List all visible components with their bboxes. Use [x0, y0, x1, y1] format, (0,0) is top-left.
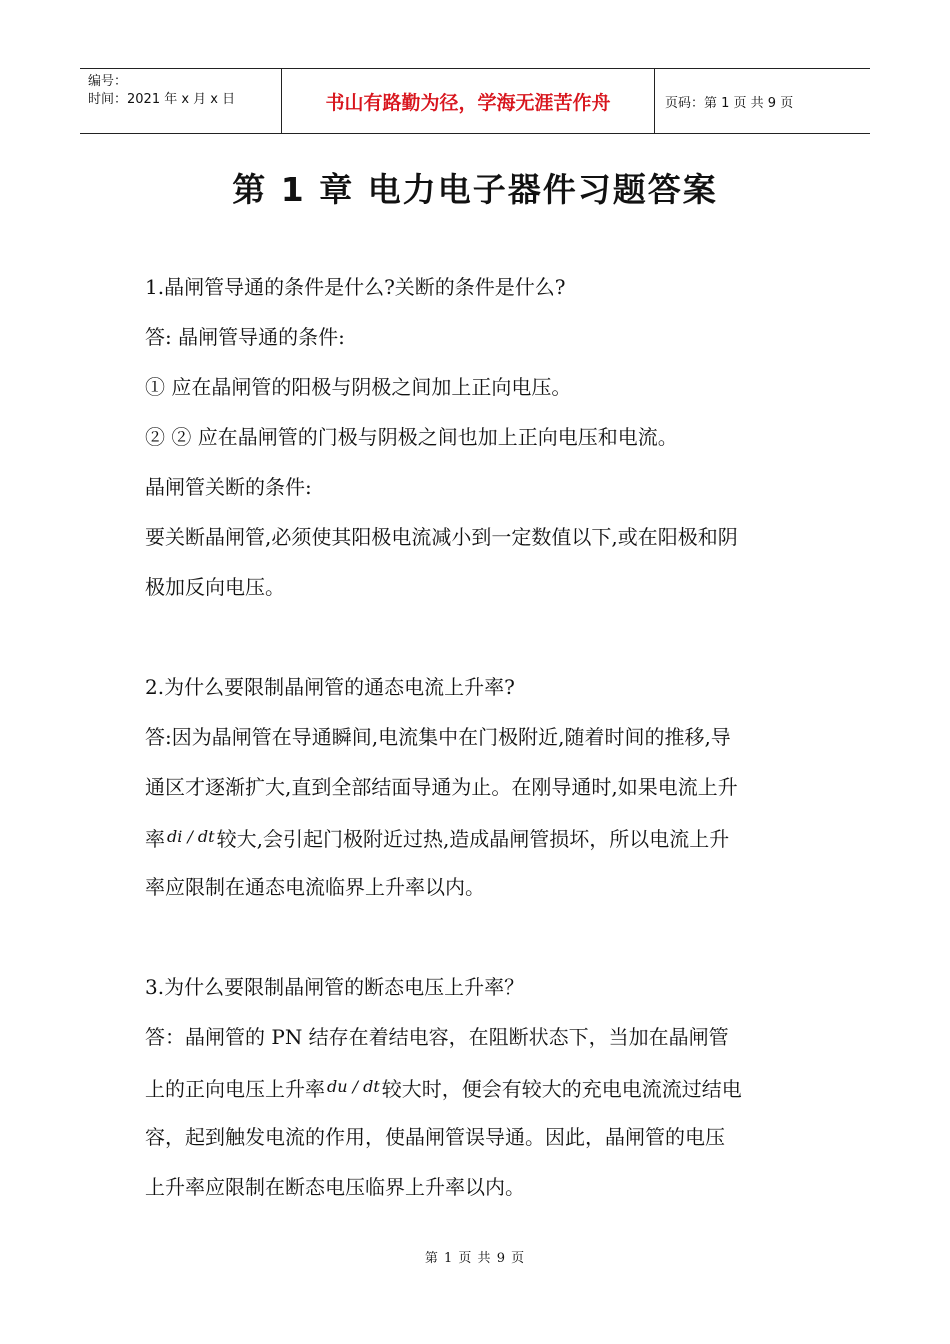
answer-2-line-3-post: 较大,会引起门极附近过热,造成晶闸管损坏，所以电流上升 — [216, 827, 730, 851]
answer-1-line-1: 答: 晶闸管导通的条件: — [145, 325, 345, 349]
header-page-info: 页码：第 1 页 共 9 页 — [665, 95, 794, 111]
answer-2-line-2: 通区才逐渐扩大,直到全部结面导通为止。在刚导通时,如果电流上升 — [145, 775, 738, 799]
document-time-label: 时间：2021 年 x 月 x 日 — [88, 92, 236, 107]
answer-2-line-3-pre: 率 — [145, 827, 165, 851]
answer-2-line-1: 答:因为晶闸管在导通瞬间,电流集中在门极附近,随着时间的推移,导 — [145, 725, 731, 749]
page-header — [80, 68, 870, 134]
page-footer: 第 1 页 共 9 页 — [424, 1251, 526, 1266]
answer-3-line-4: 上升率应限制在断态电压临界上升率以内。 — [145, 1175, 525, 1199]
answer-1-line-5: 要关断晶闸管,必须使其阳极电流减小到一定数值以下,或在阳极和阴 — [145, 525, 738, 549]
chapter-title: 第 1 章 电力电子器件习题答案 — [232, 170, 718, 209]
answer-3-line-2 — [145, 1062, 810, 1112]
question-3: 3.为什么要限制晶闸管的断态电压上升率？ — [145, 975, 525, 999]
answer-3-line-1: 答：晶闸管的 PN 结存在着结电容，在阻断状态下，当加在晶闸管 — [145, 1025, 729, 1049]
answer-2-line-3 — [145, 812, 810, 862]
answer-3-line-2-pre: 上的正向电压上升率 — [145, 1077, 325, 1101]
header-motto: 书山有路勤为径，学海无涯苦作舟 — [282, 69, 655, 133]
paragraph-gap — [145, 612, 810, 662]
formula-di-dt: di / dt — [167, 827, 215, 846]
document-body — [145, 262, 810, 1212]
answer-1-line-2: ① 应在晶闸管的阳极与阴极之间加上正向电压。 — [145, 375, 572, 399]
answer-1-line-3: ② ② 应在晶闸管的门极与阴极之间也加上正向电压和电流。 — [145, 425, 678, 449]
answer-2-line-4: 率应限制在通态电流临界上升率以内。 — [145, 875, 485, 899]
answer-3-line-2-post: 较大时，便会有较大的充电电流流过结电 — [381, 1077, 742, 1101]
question-2: 2.为什么要限制晶闸管的通态电流上升率? — [145, 675, 515, 699]
question-1: 1.晶闸管导通的条件是什么?关断的条件是什么? — [145, 275, 566, 299]
answer-1-line-6: 极加反向电压。 — [145, 575, 285, 599]
answer-1-line-4: 晶闸管关断的条件: — [145, 475, 312, 499]
header-meta — [80, 69, 282, 133]
formula-du-dt: du / dt — [327, 1077, 380, 1096]
paragraph-gap — [145, 912, 810, 962]
answer-3-line-3: 容，起到触发电流的作用，使晶闸管误导通。因此，晶闸管的电压 — [145, 1125, 725, 1149]
document-number-label: 编号： — [88, 74, 128, 89]
